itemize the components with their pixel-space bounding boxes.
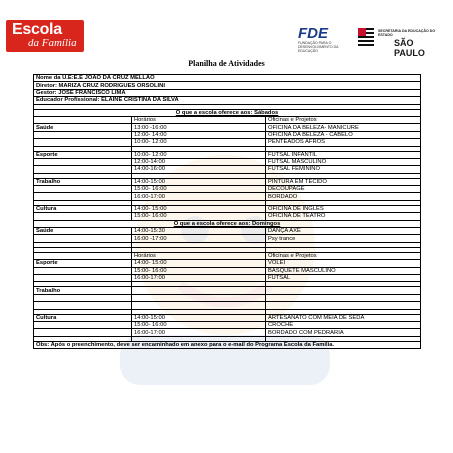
table-row [34,235,421,242]
table-row [34,302,421,309]
activity-cell: Psy trance [266,235,421,242]
time-cell: 10:00- 12:00 [132,151,266,158]
category-label: Cultura [34,314,132,321]
time-cell: 14:00- 15:00 [132,260,266,267]
activity-cell: OFICINA DA BELEZA- MANICURE [266,124,421,131]
col-header-horarios: Horários [132,116,266,123]
table-row [34,228,421,235]
time-cell: 13:00 -16:00 [132,124,266,131]
activity-cell: OFICINA DA BELEZA - CABELO [266,131,421,138]
time-cell: 14:00-15:30 [132,228,266,235]
activity-cell: ARTESANATO COM MEIA DE SEDA [266,314,421,321]
obs-note: Obs: Após o preenchimento, deve ser encaminhado em anexo para o e-mail do Programa Escola da Família. [34,341,421,348]
table-row [34,267,421,274]
activity-cell: FUTSAL [266,274,421,281]
sao-paulo-flag-icon [358,28,374,46]
table-row [34,314,421,321]
table-row [34,205,421,212]
activity-cell: FUTSAL MASCULINO [266,158,421,165]
section-heading-row [34,220,421,227]
activity-cell: PENTEADOS AFROS [266,139,421,146]
info-row [34,82,421,89]
col-header-horarios: Horários [132,252,266,259]
time-cell: 14:00-15:00 [132,314,266,321]
document-title: Planilha de Atividades [188,59,265,68]
table-row [34,260,421,267]
school-name: Nome da U.E:E.E JOÃO DA CRUZ MELLÃO [34,75,421,82]
table-row [34,139,421,146]
table-row [34,274,421,281]
category-label: Trabalho [34,287,132,294]
table-row [34,329,421,336]
time-cell: 15:00- 16:00 [132,267,266,274]
time-cell: 14:00-16:00 [132,166,266,173]
time-cell: 16:00-17:00 [132,193,266,200]
sao-paulo-text: SÃO PAULO [394,38,425,58]
secretaria-text: SECRETARIA DA EDUCAÇÃO DO ESTADO [378,29,436,37]
activity-cell: OFICINA DE INGLÊS [266,205,421,212]
activity-cell: BORDADO [266,193,421,200]
time-cell: 15:00- 16:00 [132,186,266,193]
table-row [34,321,421,328]
table-row [34,213,421,220]
category-label: Esporte [34,260,132,267]
logo-escola-line2: da Família [28,37,77,49]
time-cell: 10:00- 12:00 [132,139,266,146]
activity-cell: DECOUPAGE [266,186,421,193]
activity-cell: DANÇA AXÉ [266,228,421,235]
activity-cell: FUTSAL INFANTIL [266,151,421,158]
table-row [34,186,421,193]
activity-cell: FUTSAL FEMININO [266,166,421,173]
time-cell: 16:00-17:00 [132,329,266,336]
column-header-row [34,252,421,259]
activity-cell: OFICINA DE TEATRO [266,213,421,220]
saturdays-heading: O que a escola oferece aos: Sábados [34,109,421,116]
activity-cell: PINTURA EM TECIDO [266,178,421,185]
section-heading-row [34,109,421,116]
time-cell: 16:00-17:00 [132,274,266,281]
escola-da-familia-logo [6,20,84,52]
time-cell: 14:00-15:00 [132,178,266,185]
time-cell: 16:00 -17:00 [132,235,266,242]
time-cell: 14:00- 15:00 [132,205,266,212]
category-label: Cultura [34,205,132,212]
page-header [0,0,453,60]
col-header-oficinas: Oficinas e Projetos [266,252,421,259]
time-cell: 12:00-14:00 [132,158,266,165]
time-cell: 15:00- 16:00 [132,321,266,328]
column-header-row [34,116,421,123]
table-row [34,131,421,138]
obs-row [34,341,421,348]
category-label: Esporte [34,151,132,158]
col-header-oficinas: Oficinas e Projetos [266,116,421,123]
time-cell: 12:00- 14:00 [132,131,266,138]
info-row [34,89,421,96]
time-cell: 15:00- 16:00 [132,213,266,220]
table-row [34,151,421,158]
activity-cell: BASQUETE MASCULINO [266,267,421,274]
logo-escola-line1: Escola [12,21,62,38]
activity-cell: CROCHÊ [266,321,421,328]
info-row [34,97,421,104]
fde-logo-text: FDE [298,25,328,42]
fde-logo [298,25,350,53]
fde-logo-subtitle: FUNDAÇÃO PARA O DESENVOLVIMENTO DA EDUCAÇÃO [298,41,339,53]
table-row [34,166,421,173]
activities-sheet [33,74,421,349]
category-label: Saúde [34,124,132,131]
manager-name: Gestor: JOSÉ FRANCISCO LIMA [34,89,421,96]
educator-name: Educador Profissional: ELAINE CRISTINA DA SILVA [34,97,421,104]
info-row [34,75,421,82]
category-label: Trabalho [34,178,132,185]
sao-paulo-logo [358,28,438,58]
activity-cell: BORDADO COM PEDRARIA [266,329,421,336]
sundays-heading: O que a escola oferece aos: Domingos [34,220,421,227]
category-label: Saúde [34,228,132,235]
table-row [34,287,421,294]
director-name: Diretor: MARIZA CRUZ RODRIGUES ORSOLINI [34,82,421,89]
table-row [34,193,421,200]
table-row [34,294,421,301]
table-row [34,178,421,185]
table-row [34,158,421,165]
table-row [34,124,421,131]
activity-cell: VÔLEI [266,260,421,267]
